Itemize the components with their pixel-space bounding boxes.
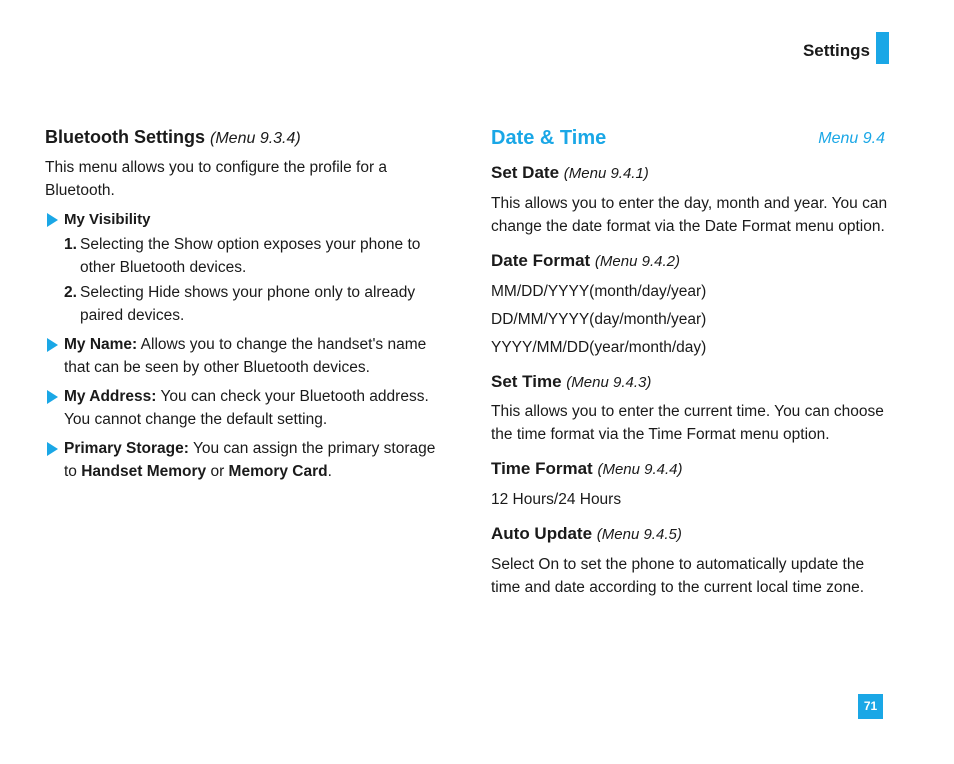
time-format-menu-ref: (Menu 9.4.4) xyxy=(597,461,683,478)
date-format-option: DD/MM/YYYY(day/month/year) xyxy=(491,311,707,328)
auto-update-heading xyxy=(491,522,891,547)
storage-or-text: or xyxy=(206,463,229,480)
memory-card-option: Memory Card xyxy=(228,463,328,480)
set-date-menu-ref: (Menu 9.4.1) xyxy=(563,165,649,182)
date-format-option: YYYY/MM/DD(year/month/day) xyxy=(491,339,707,356)
date-time-menu-ref: Menu 9.4 xyxy=(818,130,885,147)
set-time-heading xyxy=(491,370,891,395)
my-name-text: Allows you to change the handset's name that can be seen by other Bluetooth devices. xyxy=(64,336,427,376)
visibility-item-text: Selecting the Show option exposes your phone to other Bluetooth devices. xyxy=(80,236,421,276)
auto-update-menu-ref: (Menu 9.4.5) xyxy=(596,526,682,543)
bullet-my-name xyxy=(45,333,445,379)
primary-storage-text: You can assign the primary storage to xyxy=(64,440,436,480)
bluetooth-settings-title: Bluetooth Settings xyxy=(45,127,205,147)
set-date-text: This allows you to enter the day, month and year. You can change the date format via the Date Format menu option. xyxy=(491,195,888,235)
date-time-title: Date & Time xyxy=(491,127,607,149)
bullet-my-visibility xyxy=(45,208,445,231)
my-address-label: My Address: xyxy=(64,388,157,405)
bluetooth-settings-menu-ref: (Menu 9.3.4) xyxy=(210,130,301,147)
set-time-menu-ref: (Menu 9.4.3) xyxy=(566,374,652,391)
set-time-text: This allows you to enter the current time. You can choose the time format via the Time Format menu option. xyxy=(491,403,884,443)
my-visibility-label: My Visibility xyxy=(64,211,151,228)
visibility-item-text: Selecting Hide shows your phone only to already paired devices. xyxy=(80,284,416,324)
time-format-text: 12 Hours/24 Hours xyxy=(491,491,622,508)
header-accent-bar xyxy=(876,32,889,64)
storage-end-text: . xyxy=(327,463,332,480)
set-date-heading xyxy=(491,161,891,186)
date-format-heading xyxy=(491,249,891,274)
auto-update-text: Select On to set the phone to automatically update the time and date according to the current local time zone. xyxy=(491,556,865,596)
header-title: Settings xyxy=(802,41,870,60)
left-column xyxy=(45,124,445,483)
set-time-title: Set Time xyxy=(491,372,562,391)
time-format-title: Time Format xyxy=(491,459,593,478)
triangle-bullet-icon xyxy=(47,213,58,227)
visibility-item-number: 1. xyxy=(64,236,77,253)
date-format-menu-ref: (Menu 9.4.2) xyxy=(594,253,680,270)
my-name-label: My Name: xyxy=(64,336,138,353)
primary-storage-label: Primary Storage: xyxy=(64,440,189,457)
page-number: 71 xyxy=(858,694,883,719)
bullet-primary-storage xyxy=(45,437,445,483)
bluetooth-settings-heading xyxy=(45,124,445,152)
right-column xyxy=(491,124,891,599)
time-format-heading xyxy=(491,457,891,482)
visibility-item-1 xyxy=(45,233,445,279)
triangle-bullet-icon xyxy=(47,390,58,404)
triangle-bullet-icon xyxy=(47,442,58,456)
visibility-item-number: 2. xyxy=(64,284,77,301)
auto-update-title: Auto Update xyxy=(491,524,593,543)
set-date-title: Set Date xyxy=(491,163,560,182)
triangle-bullet-icon xyxy=(47,338,58,352)
bluetooth-intro: This menu allows you to configure the profile for a Bluetooth. xyxy=(45,159,388,199)
date-format-option: MM/DD/YYYY(month/day/year) xyxy=(491,283,707,300)
date-time-heading xyxy=(491,124,891,152)
handset-memory-option: Handset Memory xyxy=(81,463,207,480)
bullet-my-address xyxy=(45,385,445,431)
date-format-title: Date Format xyxy=(491,251,591,270)
my-address-text: You can check your Bluetooth address. You cannot change the default setting. xyxy=(64,388,429,428)
visibility-item-2 xyxy=(45,281,445,327)
